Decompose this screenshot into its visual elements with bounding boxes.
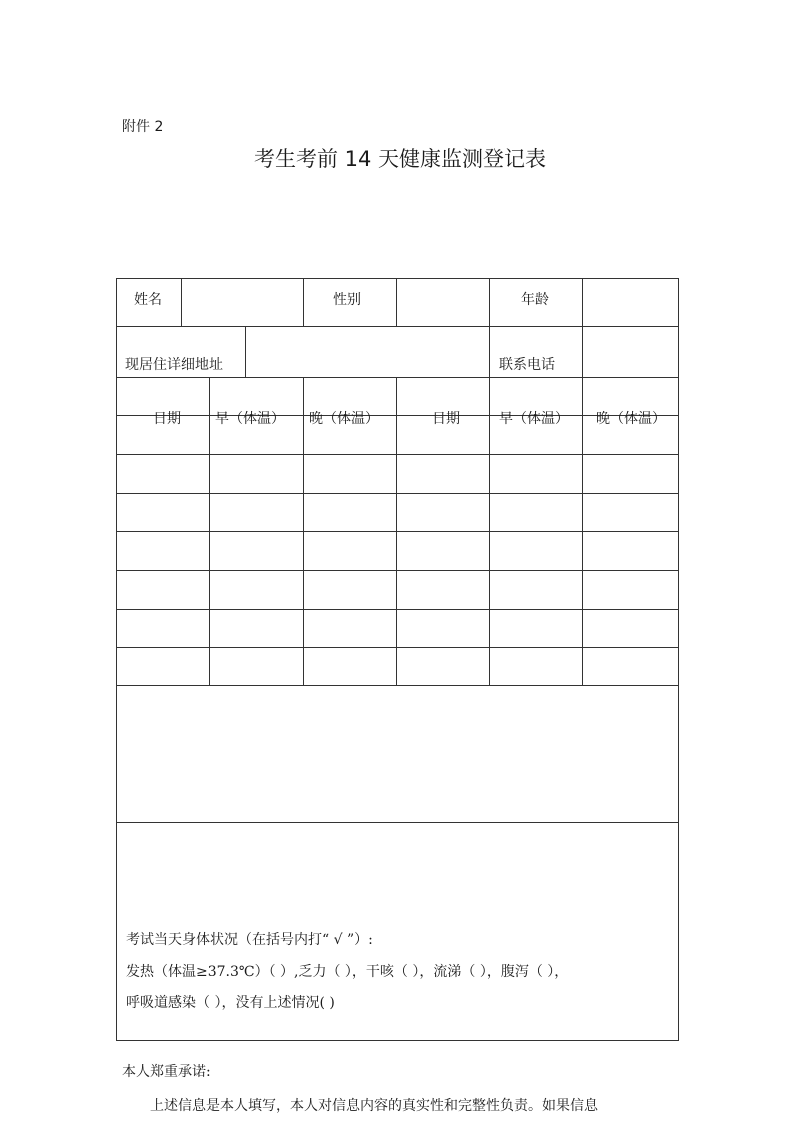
age-label: 年龄 [521,292,549,308]
col-divider [396,279,397,326]
phone-label: 联系电话 [499,357,555,373]
col-divider [582,377,583,685]
row-divider [117,822,678,823]
exam-day-status-heading: 考试当天身体状况（在括号内打“ √ ”）: [126,932,373,948]
col-morning-temp-2: 早（体温） [499,411,569,427]
col-divider [396,377,397,685]
col-divider [489,326,490,377]
col-date-1: 日期 [153,411,181,427]
col-divider [489,279,490,326]
pledge-heading: 本人郑重承诺: [122,1064,211,1080]
col-evening-temp-1: 晚（体温） [309,411,379,427]
col-divider [181,279,182,326]
col-morning-temp-1: 早（体温） [215,411,285,427]
header-strike-line [117,415,678,416]
form-title: 考生考前 14 天健康监测登记表 [253,147,547,171]
row-divider [117,647,678,648]
symptom-checklist: 发热（体温≥37.3℃）（ ）,乏力（ ），干咳（ ），流涕（ ），腹泻（ ）， [126,964,569,980]
col-date-2: 日期 [432,411,460,427]
row-divider [117,531,678,532]
row-divider [117,493,678,494]
health-monitoring-table [116,278,679,1041]
address-label: 现居住详细地址 [125,357,223,373]
col-divider [303,279,304,326]
col-evening-temp-2: 晚（体温） [596,411,666,427]
row-divider [117,454,678,455]
col-divider [209,377,210,685]
row-divider [117,609,678,610]
col-divider [489,377,490,685]
symptom-checklist-cont: 呼吸道感染（ ），没有上述情况( ) [126,995,335,1011]
col-divider [245,326,246,377]
row-divider [117,326,678,327]
col-divider [303,377,304,685]
pledge-text: 上述信息是本人填写，本人对信息内容的真实性和完整性负责。如果信息 [150,1098,598,1114]
col-divider [582,279,583,326]
gender-label: 性别 [333,292,361,308]
name-label: 姓名 [134,292,162,308]
row-divider [117,570,678,571]
col-divider [582,326,583,377]
row-divider [117,685,678,686]
attachment-label: 附件 2 [122,119,164,135]
row-divider [117,377,678,378]
